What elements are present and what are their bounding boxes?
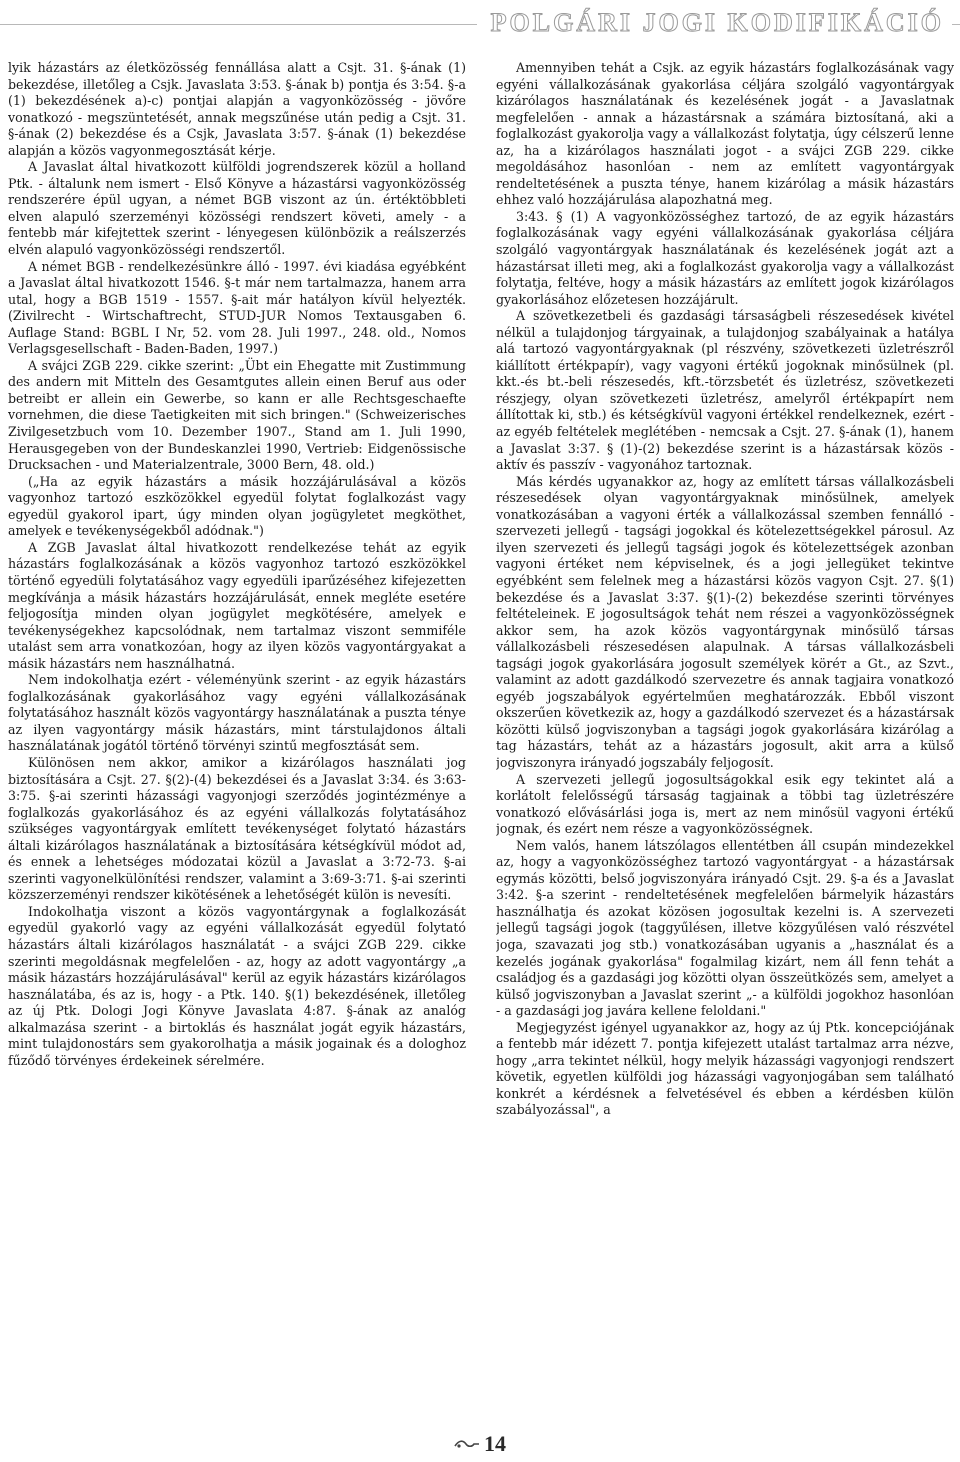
paragraph: („Ha az egyik házastárs a másik hozzájárulásával a közös vagyonhoz tartozó eszközökkel egyedül folytat foglalkozást vagy egyedül gyakorol ipart, úgy minden olyan jogügyletet megköthet, amelyek e tevékenységekből adódnak.") <box>8 473 466 539</box>
paragraph: Különösen nem akkor, amikor a kizárólagos használati jog biztosítására a Csjt. 27. §(2)-(4) bekezdései és a Javaslat 3:34. és 3:63-3:75. §-ai szerinti házassági vagyonjogi szerződés jogintézménye a foglalkozás gyakorlásához és az egyéni vállalkozás folytatásához szükséges vagyontárgyak említett tevékenységet folytató házastárs általi kizárólagos használatának a biztosítására kétségkívül módot ad, és ennek a lehetséges módozatai közül a Javaslat a 3:72-73. §-ai szerinti vagyonelkülönítési rendszer, valamint a 3:69-3:71. §-ai szerinti közszerzeményi rendszer kikötésének a lehetőségét külön is nevesíti. <box>8 754 466 903</box>
running-header <box>0 4 960 44</box>
paragraph: Más kérdés ugyanakkor az, hogy az említett társas vállalkozásbeli részesedések olyan vagyontárgyaknak minősülnek, amelyek vonatkozásában a vagyoni érték a vállalkozással szemben fennálló - szervezeti jellegű - tagsági jogokkal és kötelezettségekkel párosul. Az ilyen szervezeti és jellegű tagsági jogok és kötelezettségek azonban vagyoni értéket nem képviselnek, és a jogi jellegüket tekintve egyébként sem felelnek meg a házastársi közös vagyon Csjt. 27. §(1) bekezdése és a Javaslat 3:37. §(1)-(2) bekezdése szerinti törvényes feltételeinek. E jogosultságok tehát nem részei a vagyonközösségnek akkor sem, ha azok közös vagyontárgynak minősülő társas vállalkozásbeli részesedésen alapulnak. A társas vállalkozásbeli tagsági jogok gyakorlására jogosult személyek köréт a Gt., az Szvt., valamint az adott gazdálkodó szervezetre és annak tagjaira vonatkozó egyéb jogszabályok egyértelműen meghatározzák. Ebből viszont okszerűen következik az, hogy a gazdálkodó szervezet és a házastársak közötti külső jogviszonyban a tagsági jogok gyakorlására kizárólag a tag házastárs, tehát az a házastárs jogosult, akit arra a külső jogviszonyra irányadó jogszabály feljogosít. <box>496 473 954 770</box>
quoted-provision: 3:43. § (1) A vagyonközösséghez tartozó, de az egyik házastárs foglalkozásának vagy egyéni vállalkozásának gyakorlása céljára szolgáló vagyontárgyak használatának és kezelésének jogát azt a házastársat illeti meg, aki a foglalkozást gyakorolja vagy a vállalkozást folytatja, feltéve, hogy a másik házastárs az említett jogok kizárólagos gyakorlásához előzetesen hozzájárult. <box>496 208 954 307</box>
paragraph: Nem indokolhatja ezért - véleményünk szerint - az egyik házastárs foglalkozásának gyakorlásához vagy egyéni vállalkozásának folytatásához használt közös vagyontárgy használatának a puszta ténye az ilyen vagyontárgy másik házastárs, mint társtulajdonos általi használatának jogától történő törvényi szintű megfosztását sem. <box>8 672 466 754</box>
paragraph: A szövetkezetbeli és gazdasági társaságbeli részesedések kivétel nélkül a tulajdonjog tárgyainak, a tulajdonjog szabályainak a hatálya alá tartozó vagyontárgyaknak (pl részvény, szövetkezeti üzletrészről kiállított értékpapír), vagy vagyoni értékű jogoknak minősülnek (pl. kkt.-és bt.-beli részesedés, kft.-törzsbetét és üzletrész, szövetkezeti részjegy, olyan szövetkezeti üzletrész, amelyről értékpapírt nem állítottak ki, stb.) és kétségkívül vagyoni értékkel rendelkeznek, ezért - az egyéb feltételek meglétében - nemcsak a Csjt. 27. §-ának (1), hanem a Javaslat 3:37. § (1)-(2) bekezdése szerint is a házastársak közös - aktív és passzív - vagyonához tartoznak. <box>496 308 954 473</box>
right-column <box>496 60 954 1425</box>
page-number: 14 <box>484 1431 506 1456</box>
paragraph: Indokolhatja viszont a közös vagyontárgynak a foglalkozását egyedül gyakorló vagy az egyéni vállalkozását egyedül folytató házastárs általi kizárólagos használatát - a svájci ZGB 229. cikke szerinti megoldásnak megfelelően - az, hogy az adott vagyontárgy „a másik házastárs hozzájárulásával" kerül az egyik házastárs kizárólagos használatába, és az is, hogy - a Ptk. 140. §(1) bekezdésének, illetőleg az új Ptk. Dologi Jogi Könyve Javaslata 4:87. §-ának az analóg alkalmazása szerint - a birtoklás és használat jogát egyik házastárs, mint tulajdonostárs sem gyakorolhatja a másik jogainak és a dologhoz fűződő törvényes érdekeinek sérelmére. <box>8 903 466 1068</box>
paragraph: Megjegyzést igényel ugyanakkor az, hogy az új Ptk. koncepciójának a fentebb már idézett 7. pontja kifejezett utalást tartalmaz arra nézve, hogy „arra tekintet nélkül, hogy melyik házassági vagyonjogi rendszert követik, egyetlen külföldi jog házassági vagyonjogában sem található konkrét a kérdésnek a felvetésével és ebben a kérdésben külön szabályozással", a <box>496 1019 954 1118</box>
page-footer <box>0 1432 960 1456</box>
flourish-icon <box>454 1438 480 1450</box>
paragraph: A szervezeti jellegű jogosultságokkal esik egy tekintet alá a korlátolt felelősségű társaság tagjainak a többi tag üzletrészére vonatkozó elővásárlási joga is, mert az nem minősül vagyoni értékű jognak, és ezért nem része a vagyonközösségnek. <box>496 771 954 837</box>
paragraph: A Javaslat által hivatkozott külföldi jogrendszerek közül a holland Ptk. - általunk nem ismert - Első Könyve a házastársi vagyonközösség rendszerére épül ugyan, a német BGB viszont az ún. értéktöbbleti elven alapuló szerzeményi közösségi rendszert követi, amely - a fentebb már kifejtettek szerint - lényegesen különbözik a reálszerzés elvén alapuló vagyonközösségi rendszertől. <box>8 159 466 258</box>
paragraph: A svájci ZGB 229. cikke szerint: „Übt ein Ehegatte mit Zustimmung des andern mit Mitteln des Gesamtgutes allein einen Beruf aus oder betreibt er allein ein Gewerbe, so kann er alle Rechtsgeschaefte vornehmen, die diese Taetigkeiten mit sich bringen." (Schweizerisches Zivilgesetzbuch vom 10. Dezember 1907., Stand am 1. Juli 1990, Herausgegeben von der Bundeskanzlei 1990, Vertrieb: Eidgenössische Drucksachen - und Materialzentrale, 3000 Bern, 48. old.) <box>8 357 466 473</box>
paragraph: lyik házastárs az életközösség fennállása alatt a Csjt. 31. §-ának (1) bekezdése, illetőleg a Csjk. Javaslata 3:53. §-ának b) pontja és 3:54. §-a (1) bekezdésének a)-c) pontjai alapján a vagyonközösség - jövőre vonatkozó - megszüntetését, annak megszűnése után pedig a Csjt. 31. §-ának (2) bekezdése és a Csjk, Javaslata 3:57. §-ának (1) bekezdése alapján a közös vagyonmegosztását kérje. <box>8 60 466 158</box>
journal-title: POLGÁRI JOGI KODIFIKÁCIÓ <box>477 8 952 38</box>
left-column <box>8 60 466 1425</box>
paragraph: Nem valós, hanem látszólagos ellentétben áll csupán mindezekkel az, hogy a vagyonközösséghez tartozó vagyontárgyat - a házastársak egymás közötti, belső jogviszonyára irányadó Csjt. 29. §-a és a Javaslat 3:42. §-a szerint - rendeltetésének megfelelően bármelyik házastárs használhatja és azokat közösen jogosultak kezelni is. A szervezeti jellegű tagsági jogok (taggyűlésen, illetve közgyűlésen való részvétel joga, szavazati jog stb.) vonatkozásában ugyanis a „használat és a kezelés jogának gyakorlása" fogalmilag kizárt, nem áll fenn tehát a családjog és a gazdasági jog közötti olyan összeütközés sem, amelyet a külső jogviszonyban a Javaslat szerint „- a külföldi jogokhoz hasonlóan - a gazdasági jog javára kellene feloldani." <box>496 837 954 1019</box>
two-column-body <box>8 60 954 1425</box>
paragraph: Amennyiben tehát a Csjk. az egyik házastárs foglalkozásának vagy egyéni vállalkozásának gyakorlása céljára szolgáló vagyontárgyak kizárólagos használatának és kezelésének jogát - a Javaslatnak megfelelően - annak a házastársnak a számára biztosítaná, aki a foglalkozást gyakorolja vagy a vállalkozást folytatja, úgy célszerű lenne az, ha a kizárólagos használati jogot - a svájci ZGB 229. cikke megoldásához hasonlóan - nem az említett vagyontárgyak rendeltetésének a puszta ténye, hanem kizárólag a másik házastárs ehhez való hozzájárulása alapozhatná meg. <box>496 60 954 208</box>
paragraph: A német BGB - rendelkezésünkre álló - 1997. évi kiadása egyébként a Javaslat által hivatkozott 1546. §-t már nem tartalmazza, hanem arra utal, hogy a BGB 1519 - 1557. §-ait már hatályon kívül helyezték. (Zivilrecht - Wirtschaftrecht, STUD-JUR Nomos Textausgaben 6. Auflage Stand: BGBL I Nr, 52. vom 28. Juli 1997., 248. old., Nomos Verlagsgesellschaft - Baden-Baden, 1997.) <box>8 258 466 357</box>
paragraph: A ZGB Javaslat által hivatkozott rendelkezése tehát az egyik házastárs foglalkozásának a közös vagyonhoz tartozó eszközökkel történő egyedüli folytatásához vagy egyedüli iparűzéséhez kifejezetten megkívánja a másik házastárs hozzájárulását, ennek megléte esetére feljogosítja minden olyan jogügylet megkötésére, amelyek e tevékenységekhez kapcsolódnak, nem tartalmaz viszont semmiféle utalást sem arra vonatkozóan, hogy az ilyen közös vagyontárgyakat a másik házastárs nem használhatná. <box>8 539 466 671</box>
